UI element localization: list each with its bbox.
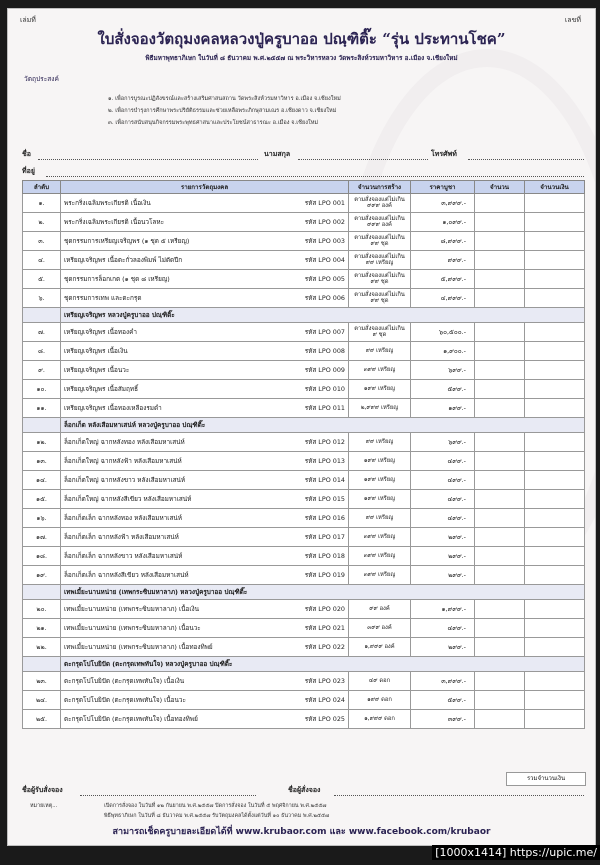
qty-input-cell[interactable] [475,289,525,308]
item-name-cell [61,213,349,232]
qty-input-cell[interactable] [475,566,525,585]
order-form-sheet [7,8,596,846]
item-name-cell [61,270,349,289]
item-code: รหัส LPO 022 [304,643,345,651]
amount-cell[interactable] [525,509,585,528]
item-code: รหัส LPO 012 [304,438,345,446]
amount-cell[interactable] [525,600,585,619]
made-count: ตามสั่งจองแต่ไม่เกิน ๙ ชุด [349,323,411,342]
item-code: รหัส LPO 019 [304,571,345,579]
amount-cell[interactable] [525,638,585,657]
price-cell: ๔๙๙.- [411,490,475,509]
amount-cell[interactable] [525,672,585,691]
table-row [23,213,585,232]
item-code: รหัส LPO 018 [304,552,345,560]
item-name: เหรียญเจริญพร เนื้อเงิน [64,347,128,355]
item-name: ล็อกเก็ตเล็ก ฉากหลังฟ้า หลังเสือมหาเสน่ห์ [64,533,179,541]
table-row [23,380,585,399]
row-number: ๑๖. [23,509,61,528]
ceremony-subtitle: พิธีมหาพุทธาภิเษก ในวันที่ ๘ ธันวาคม พ.ศ.๒๕๕๗ ณ พระวิหารหลวง วัดพระสิงห์วรมหาวิหาร อ.เมือง จ.เชียงใหม่ [145,54,458,62]
made-count: ๑,๙๙๙ องค์ [349,638,411,657]
amount-cell[interactable] [525,528,585,547]
amount-cell[interactable] [525,433,585,452]
row-number: ๗. [23,323,61,342]
table-header-row [23,181,585,194]
purpose-line-1: ๑. เพื่อการบูรณะปฏิสังขรณ์และสร้างเสริมศาสนสถาน วัดพระสิงห์วรมหาวิหาร อ.เมือง จ.เชียงใหม่ [108,96,341,102]
item-name-cell [61,509,349,528]
item-name-cell [61,710,349,729]
surname-field[interactable] [298,159,428,160]
total-amount-label: รวมจำนวนเงิน [506,772,586,786]
made-count: ตามสั่งจองแต่ไม่เกิน ๙๙ ชุด [349,232,411,251]
price-cell: ๖๐,๕๐๐.- [411,323,475,342]
table-row [23,323,585,342]
qty-input-cell[interactable] [475,213,525,232]
qty-input-cell[interactable] [475,691,525,710]
purpose-line-3: ๓. เพื่อการสนับสนุนกิจกรรมพระพุทธศาสนาและประโยชน์สาธารณะ อ.เมือง จ.เชียงใหม่ [108,120,319,126]
item-code: รหัส LPO 003 [304,237,345,245]
row-number: ๑๑. [23,399,61,418]
book-number-label: เล่มที่ [20,16,36,24]
item-name: ล็อกเก็ตเล็ก ฉากหลังสีเขียว หลังเสือมหาเสน่ห์ [64,571,189,579]
form-number-label: เลขที่ [564,16,581,24]
item-name-cell [61,433,349,452]
price-cell: ๓,๙๙๙.- [411,672,475,691]
price-cell: ๔๙๙.- [411,452,475,471]
row-number: ๕. [23,270,61,289]
section-title: ล็อกเก็ต หลังเสือมหาเสน่ห์ หลวงปู่ครูบาออ ปณฺฑิติ๊ะ [61,418,585,433]
page-title: ใบสั่งจองวัตถุมงคลหลวงปู่ครูบาออ ปณฺฑิติ๊ะ “รุ่น ประทานโชค” [97,30,506,48]
amount-cell[interactable] [525,471,585,490]
price-cell: ๕๙๙.- [411,380,475,399]
item-code: รหัส LPO 013 [304,457,345,465]
purpose-line-2: ๒. เพื่อการบำรุงการศึกษาพระปริยัติธรรมและช่วยเหลือพระภิกษุสามเณร อ.เชียงดาว จ.เชียงใหม่ [108,108,337,114]
item-code: รหัส LPO 024 [304,696,345,704]
item-name: เทพเมี้ยะนานหน่าย (เทพกระซิบมหาลาภ) เนื้อนวะ [64,624,201,632]
price-cell: ๙๙๙.- [411,251,475,270]
row-number: ๑๙. [23,566,61,585]
item-name-cell [61,232,349,251]
item-name: เหรียญเจริญพร เนื้อตะกั่วลองพิมพ์ ไม่ตัดปีก [64,256,183,264]
qty-input-cell[interactable] [475,509,525,528]
name-field[interactable] [38,159,258,160]
section-title: เหรียญเจริญพร หลวงปู่ครูบาออ ปณฺฑิติ๊ะ [61,308,585,323]
amount-cell[interactable] [525,323,585,342]
made-count: ๙๙ เหรียญ [349,433,411,452]
qty-input-cell[interactable] [475,452,525,471]
item-code: รหัส LPO 021 [304,624,345,632]
made-count: ๑๙๙ ดอก [349,691,411,710]
row-number: ๒๒. [23,638,61,657]
amount-cell[interactable] [525,194,585,213]
qty-input-cell[interactable] [475,323,525,342]
item-name: เหรียญเจริญพร เนื้อทองเหลืองรมดำ [64,404,162,412]
made-count: ๓๙๙ เหรียญ [349,361,411,380]
item-name: ล็อกเก็ตใหญ่ ฉากหลังขาว หลังเสือมหาเสน่ห์ [64,476,186,484]
row-number: ๑. [23,194,61,213]
made-count: ๔๙ ดอก [349,672,411,691]
qty-input-cell[interactable] [475,342,525,361]
item-code: รหัส LPO 011 [304,404,345,412]
col-header-price: ราคาบูชา [411,181,475,194]
table-row [23,619,585,638]
item-name: เหรียญเจริญพร เนื้อนวะ [64,366,130,374]
table-row [23,638,585,657]
item-name: ล็อกเก็ตใหญ่ ฉากหลังทอง หลังเสือมหาเสน่ห์ [64,438,185,446]
item-name-cell [61,691,349,710]
item-code: รหัส LPO 004 [304,256,345,264]
item-name-cell [61,638,349,657]
table-row [23,566,585,585]
item-name: ล็อกเก็ตเล็ก ฉากหลังทอง หลังเสือมหาเสน่ห์ [64,514,182,522]
made-count: ตามสั่งจองแต่ไม่เกิน ๙๙๙ องค์ [349,194,411,213]
price-cell: ๑,๙๐๐.- [411,342,475,361]
item-code: รหัส LPO 006 [304,294,345,302]
table-row [23,342,585,361]
amount-cell[interactable] [525,232,585,251]
row-number: ๑๔. [23,471,61,490]
item-name-cell [61,566,349,585]
price-cell: ๔,๙๙๙.- [411,289,475,308]
made-count: ๑๙๙ เหรียญ [349,380,411,399]
section-spacer [23,657,61,672]
qty-input-cell[interactable] [475,270,525,289]
made-count: ๓๙๙ เหรียญ [349,547,411,566]
row-number: ๑๓. [23,452,61,471]
price-cell: ๓๙๙.- [411,710,475,729]
made-count: ๒,๙๙๙ เหรียญ [349,399,411,418]
row-number: ๑๘. [23,547,61,566]
qty-input-cell[interactable] [475,672,525,691]
receiver-label: ชื่อผู้รับสั่งจอง [22,786,63,794]
table-row [23,289,585,308]
item-name-cell [61,251,349,270]
made-count: ๙๙ เหรียญ [349,342,411,361]
table-row [23,600,585,619]
row-number: ๑๕. [23,490,61,509]
made-count: ตามสั่งจองแต่ไม่เกิน ๙๙ ชุด [349,270,411,289]
row-number: ๖. [23,289,61,308]
price-cell: ๔๙๙.- [411,509,475,528]
row-number: ๓. [23,232,61,251]
name-label: ชื่อ [22,150,31,158]
price-cell: ๑๙๙.- [411,399,475,418]
row-number: ๒๑. [23,619,61,638]
price-cell: ๒๙๙.- [411,566,475,585]
item-name: เหรียญเจริญพร เนื้อทองคำ [64,328,137,336]
made-count: ตามสั่งจองแต่ไม่เกิน ๙๙๙ องค์ [349,213,411,232]
item-code: รหัส LPO 015 [304,495,345,503]
item-name-cell [61,323,349,342]
made-count: ๑๙๙ เหรียญ [349,471,411,490]
section-row [23,585,585,600]
table-row [23,452,585,471]
table-row [23,490,585,509]
made-count: ตามสั่งจองแต่ไม่เกิน ๙๙ เหรียญ [349,251,411,270]
table-row [23,471,585,490]
amount-cell[interactable] [525,566,585,585]
qty-input-cell[interactable] [475,490,525,509]
table-row [23,672,585,691]
price-cell: ๖๙๙.- [411,361,475,380]
item-name-cell [61,361,349,380]
table-row [23,194,585,213]
item-name-cell [61,547,349,566]
orderer-label: ชื่อผู้สั่งจอง [288,786,321,794]
price-cell: ๔๙๙.- [411,471,475,490]
item-name-cell [61,399,349,418]
item-name-cell [61,619,349,638]
qty-input-cell[interactable] [475,194,525,213]
amount-cell[interactable] [525,399,585,418]
section-row [23,657,585,672]
table-row [23,399,585,418]
table-row [23,547,585,566]
section-spacer [23,418,61,433]
col-header-made: จำนวนการสร้าง [349,181,411,194]
address-field[interactable] [46,176,584,177]
note-line-2: พิธีพุทธาภิเษก ในวันที่ ๘ ธันวาคม พ.ศ.๒๕๕๗ รับวัตถุมงคลได้ตั้งแต่วันที่ ๑๐ ธันวาคม พ.ศ.๒๕๕๗ [104,813,330,819]
price-cell: ๓,๙๙๙.- [411,194,475,213]
made-count: ๓๙๙ องค์ [349,619,411,638]
price-cell: ๖๙๙.- [411,433,475,452]
image-host-watermark: [1000x1414] https://upic.me/ [432,845,600,860]
table-row [23,691,585,710]
item-code: รหัส LPO 008 [304,347,345,355]
qty-input-cell[interactable] [475,251,525,270]
amount-cell[interactable] [525,213,585,232]
row-number: ๒๐. [23,600,61,619]
row-number: ๑๗. [23,528,61,547]
table-row [23,528,585,547]
col-header-qty: จำนวน [475,181,525,194]
price-cell: ๘,๙๙๙.- [411,232,475,251]
item-name: ชุดกรรมการเหรียญเจริญพร (๑ ชุด ๕ เหรียญ) [64,237,190,245]
item-name-cell [61,672,349,691]
section-title: ตะกรุดโปโบยิปัด (ตะกรุดเทพทันใจ) หลวงปู่ครูบาออ ปณฺฑิติ๊ะ [61,657,585,672]
item-name: เทพเมี้ยะนานหน่าย (เทพกระซิบมหาลาภ) เนื้อทองทิพย์ [64,643,213,651]
qty-input-cell[interactable] [475,380,525,399]
table-row [23,433,585,452]
item-name: ชุดกรรมการเทพ และตะกรุด [64,294,142,302]
row-number: ๒. [23,213,61,232]
qty-input-cell[interactable] [475,528,525,547]
made-count: ๙๙ องค์ [349,600,411,619]
receiver-field[interactable] [80,795,256,796]
made-count: ๓๙๙ เหรียญ [349,528,411,547]
made-count: ๑๙๙ เหรียญ [349,490,411,509]
item-code: รหัส LPO 007 [304,328,345,336]
note-label: หมายเหตุ... [30,803,58,809]
item-name: เทพเมี้ยะนานหน่าย (เทพกระซิบมหาลาภ) เนื้อเงิน [64,605,200,613]
order-table [22,180,585,729]
item-name: ตะกรุดโปโบยิปัด (ตะกรุดเทพทันใจ) เนื้อเงิน [64,677,185,685]
item-name: ล็อกเก็ตใหญ่ ฉากหลังฟ้า หลังเสือมหาเสน่ห์ [64,457,182,465]
amount-cell[interactable] [525,342,585,361]
price-cell: ๒๙๙.- [411,638,475,657]
price-cell: ๔๙๙.- [411,619,475,638]
made-count: ตามสั่งจองแต่ไม่เกิน ๙๙ ชุด [349,289,411,308]
item-name-cell [61,342,349,361]
purpose-label: วัตถุประสงค์ [24,75,59,83]
made-count: ๑๙๙ เหรียญ [349,452,411,471]
item-name-cell [61,471,349,490]
qty-input-cell[interactable] [475,638,525,657]
item-code: รหัส LPO 002 [304,218,345,226]
item-code: รหัส LPO 017 [304,533,345,541]
table-row [23,232,585,251]
item-name-cell [61,600,349,619]
item-name-cell [61,452,349,471]
table-row [23,361,585,380]
row-number: ๑๐. [23,380,61,399]
row-number: ๒๓. [23,672,61,691]
note-line-1: เปิดการสั่งจอง ในวันที่ ๑๒ กันยายน พ.ศ.๒๕๕๗ ปิดการสั่งจอง ในวันที่ ๕ พฤศจิกายน พ.ศ.๒๕๕๗ [104,803,327,809]
table-row [23,710,585,729]
amount-cell[interactable] [525,547,585,566]
amount-cell[interactable] [525,490,585,509]
item-name-cell [61,194,349,213]
item-name: พระกริ่งเฉลิมพระเกียรติ เนื้อเงิน [64,199,151,207]
row-number: ๘. [23,342,61,361]
item-name-cell [61,289,349,308]
qty-input-cell[interactable] [475,433,525,452]
section-row [23,308,585,323]
made-count: ๙๙ เหรียญ [349,509,411,528]
price-cell: ๒๙๙.- [411,528,475,547]
section-spacer [23,585,61,600]
price-cell: ๑,๐๙๙.- [411,213,475,232]
section-spacer [23,308,61,323]
qty-input-cell[interactable] [475,361,525,380]
price-cell: ๒๙๙.- [411,547,475,566]
item-code: รหัส LPO 005 [304,275,345,283]
col-header-amount: จำนวนเงิน [525,181,585,194]
item-name: ชุดกรรมการล็อกเกต (๑ ชุด ๘ เหรียญ) [64,275,170,283]
made-count: ๑,๙๙๙ ดอก [349,710,411,729]
item-name: ตะกรุดโปโบยิปัด (ตะกรุดเทพทันใจ) เนื้อทองทิพย์ [64,715,198,723]
phone-field[interactable] [468,159,584,160]
amount-cell[interactable] [525,380,585,399]
item-code: รหัส LPO 001 [304,199,345,207]
table-row [23,251,585,270]
item-name: ล็อกเก็ตเล็ก ฉากหลังขาว หลังเสือมหาเสน่ห์ [64,552,183,560]
surname-label: นามสกุล [264,150,291,158]
item-name: เหรียญเจริญพร เนื้อสัมฤทธิ์ [64,385,138,393]
item-code: รหัส LPO 010 [304,385,345,393]
section-title: เทพเมี้ยะนานหน่าย (เทพกระซิบมหาลาภ) หลวงปู่ครูบาออ ปณฺฑิติ๊ะ [61,585,585,600]
amount-cell[interactable] [525,619,585,638]
qty-input-cell[interactable] [475,232,525,251]
item-code: รหัส LPO 023 [304,677,345,685]
item-name: ล็อกเก็ตใหญ่ ฉากหลังสีเขียว หลังเสือมหาเสน่ห์ [64,495,192,503]
row-number: ๙. [23,361,61,380]
price-cell: ๑,๙๙๙.- [411,600,475,619]
qty-input-cell[interactable] [475,600,525,619]
table-row [23,509,585,528]
amount-cell[interactable] [525,289,585,308]
phone-label: โทรศัพท์ [431,150,457,158]
item-name: พระกริ่งเฉลิมพระเกียรติ เนื้อนวโลหะ [64,218,164,226]
item-code: รหัส LPO 009 [304,366,345,374]
col-header-no: ลำดับ [23,181,61,194]
amount-cell[interactable] [525,361,585,380]
made-count: ๓๙๙ เหรียญ [349,566,411,585]
item-name: ตะกรุดโปโบยิปัด (ตะกรุดเทพทันใจ) เนื้อนวะ [64,696,186,704]
qty-input-cell[interactable] [475,710,525,729]
table-row [23,270,585,289]
orderer-field[interactable] [334,795,584,796]
item-name-cell [61,528,349,547]
item-code: รหัส LPO 020 [304,605,345,613]
amount-cell[interactable] [525,452,585,471]
amount-cell[interactable] [525,270,585,289]
item-code: รหัส LPO 016 [304,514,345,522]
row-number: ๒๔. [23,691,61,710]
address-label: ที่อยู่ [22,167,35,175]
amount-cell[interactable] [525,251,585,270]
qty-input-cell[interactable] [475,471,525,490]
qty-input-cell[interactable] [475,619,525,638]
qty-input-cell[interactable] [475,399,525,418]
row-number: ๒๕. [23,710,61,729]
item-name-cell [61,380,349,399]
price-cell: ๕๙๙.- [411,691,475,710]
contact-line: สามารถเช็ดครูบายละเอียดได้ที่ www.krubaor.com และ www.facebook.com/krubaor [112,827,491,837]
row-number: ๑๒. [23,433,61,452]
amount-cell[interactable] [525,691,585,710]
section-row [23,418,585,433]
row-number: ๔. [23,251,61,270]
item-name-cell [61,490,349,509]
amount-cell[interactable] [525,710,585,729]
item-code: รหัส LPO 014 [304,476,345,484]
price-cell: ๕,๙๙๙.- [411,270,475,289]
item-code: รหัส LPO 025 [304,715,345,723]
col-header-item: รายการวัตถุมงคล [61,181,349,194]
qty-input-cell[interactable] [475,547,525,566]
